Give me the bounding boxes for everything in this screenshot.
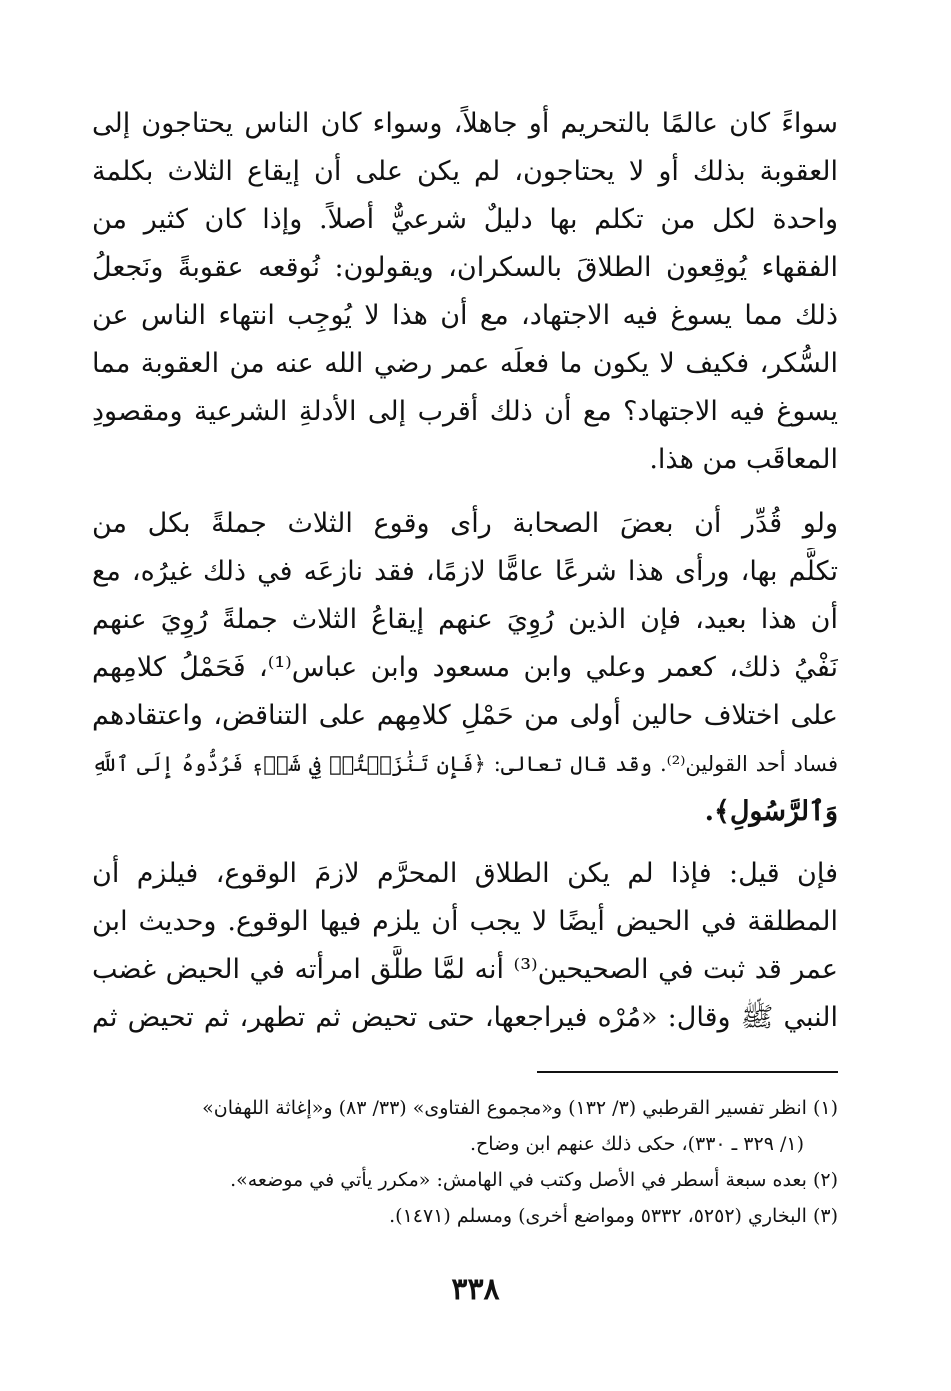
text-line: المطلقة في الحيض أيضًا لا يجب أن يلزم فيها الوقوع. وحديث ابن [92, 906, 838, 937]
paragraph-2 [92, 500, 838, 836]
text-line: سواءً كان عالمًا بالتحريم أو جاهلاً، وسواء كان الناس يحتاجون إلى [92, 108, 838, 139]
text-line: العقوبة بذلك أو لا يحتاجون، لم يكن على أن إيقاع الثلاث بكلمة [92, 156, 838, 187]
text-line: نَفْيُ ذلك، كعمر وعلي وابن مسعود وابن عباس⁽¹⁾، فَحَمْلُ كلامِهم [92, 652, 838, 683]
text-line: تكلَّم بها، ورأى هذا شرعًا عامًّا لازمًا، فقد نازعَه في ذلك غيرُه، مع [92, 556, 838, 587]
page-number: ٣٣٨ [451, 1272, 500, 1307]
text-line: الفقهاء يُوقِعون الطلاقَ بالسكران، ويقولون: نُوقعه عقوبةً ونَجعلُ [92, 252, 838, 283]
quran-verse-line: فساد أحد القولين⁽²⁾. وقد قال تعالى: ﴿فَإِن تَنَٰزَعۡتُمۡ فِي شَيۡءٖ فَرُدُّوهُ إِلَى ٱللَّهِ [92, 752, 838, 776]
text-line: السُّكر، فكيف لا يكون ما فعلَه عمر رضي الله عنه من العقوبة مما [92, 348, 838, 379]
footnote-2 [92, 1162, 838, 1198]
footnote-text: البخاري (٥٢٥٢، ٥٣٣٢ ومواضع أخرى) ومسلم (١٤٧١). [389, 1205, 807, 1227]
footnote-text: (١/ ٣٢٩ ـ ٣٣٠)، حكى ذلك عنهم ابن وضاح. [470, 1133, 804, 1155]
text-line: ذلك مما يسوغ فيه الاجتهاد، مع أن هذا لا يُوجِب انتهاء الناس عن [92, 300, 838, 331]
paragraph-3 [92, 850, 838, 1042]
text-line: أن هذا بعيد، فإن الذين رُوِيَ عنهم إيقاعُ الثلاث جملةً رُوِيَ عنهم [92, 604, 838, 635]
text-line: المعاقَب من هذا. [649, 444, 838, 475]
text-line: عمر قد ثبت في الصحيحين⁽³⁾ أنه لمَّا طلَّق امرأته في الحيض غضب [92, 954, 838, 985]
footnote-divider [537, 1071, 838, 1073]
footnote-marker: (٣) [812, 1205, 838, 1227]
footnote-1-continued [92, 1126, 838, 1162]
footnote-text: بعده سبعة أسطر في الأصل وكتب في الهامش: «مكرر يأتي في موضعه». [230, 1169, 807, 1191]
footnote-marker: (٢) [812, 1169, 838, 1191]
footnote-1 [92, 1090, 838, 1126]
text-line: ولو قُدِّر أن بعضَ الصحابة رأى وقوع الثلاث جملةً بكل من [92, 508, 838, 539]
footnote-text: انظر تفسير القرطبي (٣/ ١٣٢) و«مجموع الفتاوى» (٣٣/ ٨٣) و«إغاثة اللهفان» [202, 1097, 807, 1119]
text-line: النبي ﷺ وقال: «مُرْه فيراجعها، حتى تحيض ثم تطهر، ثم تحيض ثم [92, 1002, 838, 1033]
quran-verse-line: وَٱلرَّسُولِ﴾. [704, 796, 838, 827]
footnote-3 [92, 1198, 838, 1234]
footnotes [92, 1090, 838, 1234]
text-line: يسوغ فيه الاجتهاد؟ مع أن ذلك أقرب إلى الأدلةِ الشرعية ومقصودِ [92, 396, 838, 427]
footnote-marker: (١) [812, 1097, 838, 1119]
text-line: واحدة لكل من تكلم بها دليلٌ شرعيٌّ أصلاً. وإذا كان كثير من [92, 204, 838, 235]
text-line: فإن قيل: فإذا لم يكن الطلاق المحرَّم لازمَ الوقوع، فيلزم أن [92, 858, 838, 889]
paragraph-1 [92, 100, 838, 484]
text-line: على اختلاف حالين أولى من حَمْلِ كلامِهم على التناقض، واعتقادهم [92, 700, 838, 731]
